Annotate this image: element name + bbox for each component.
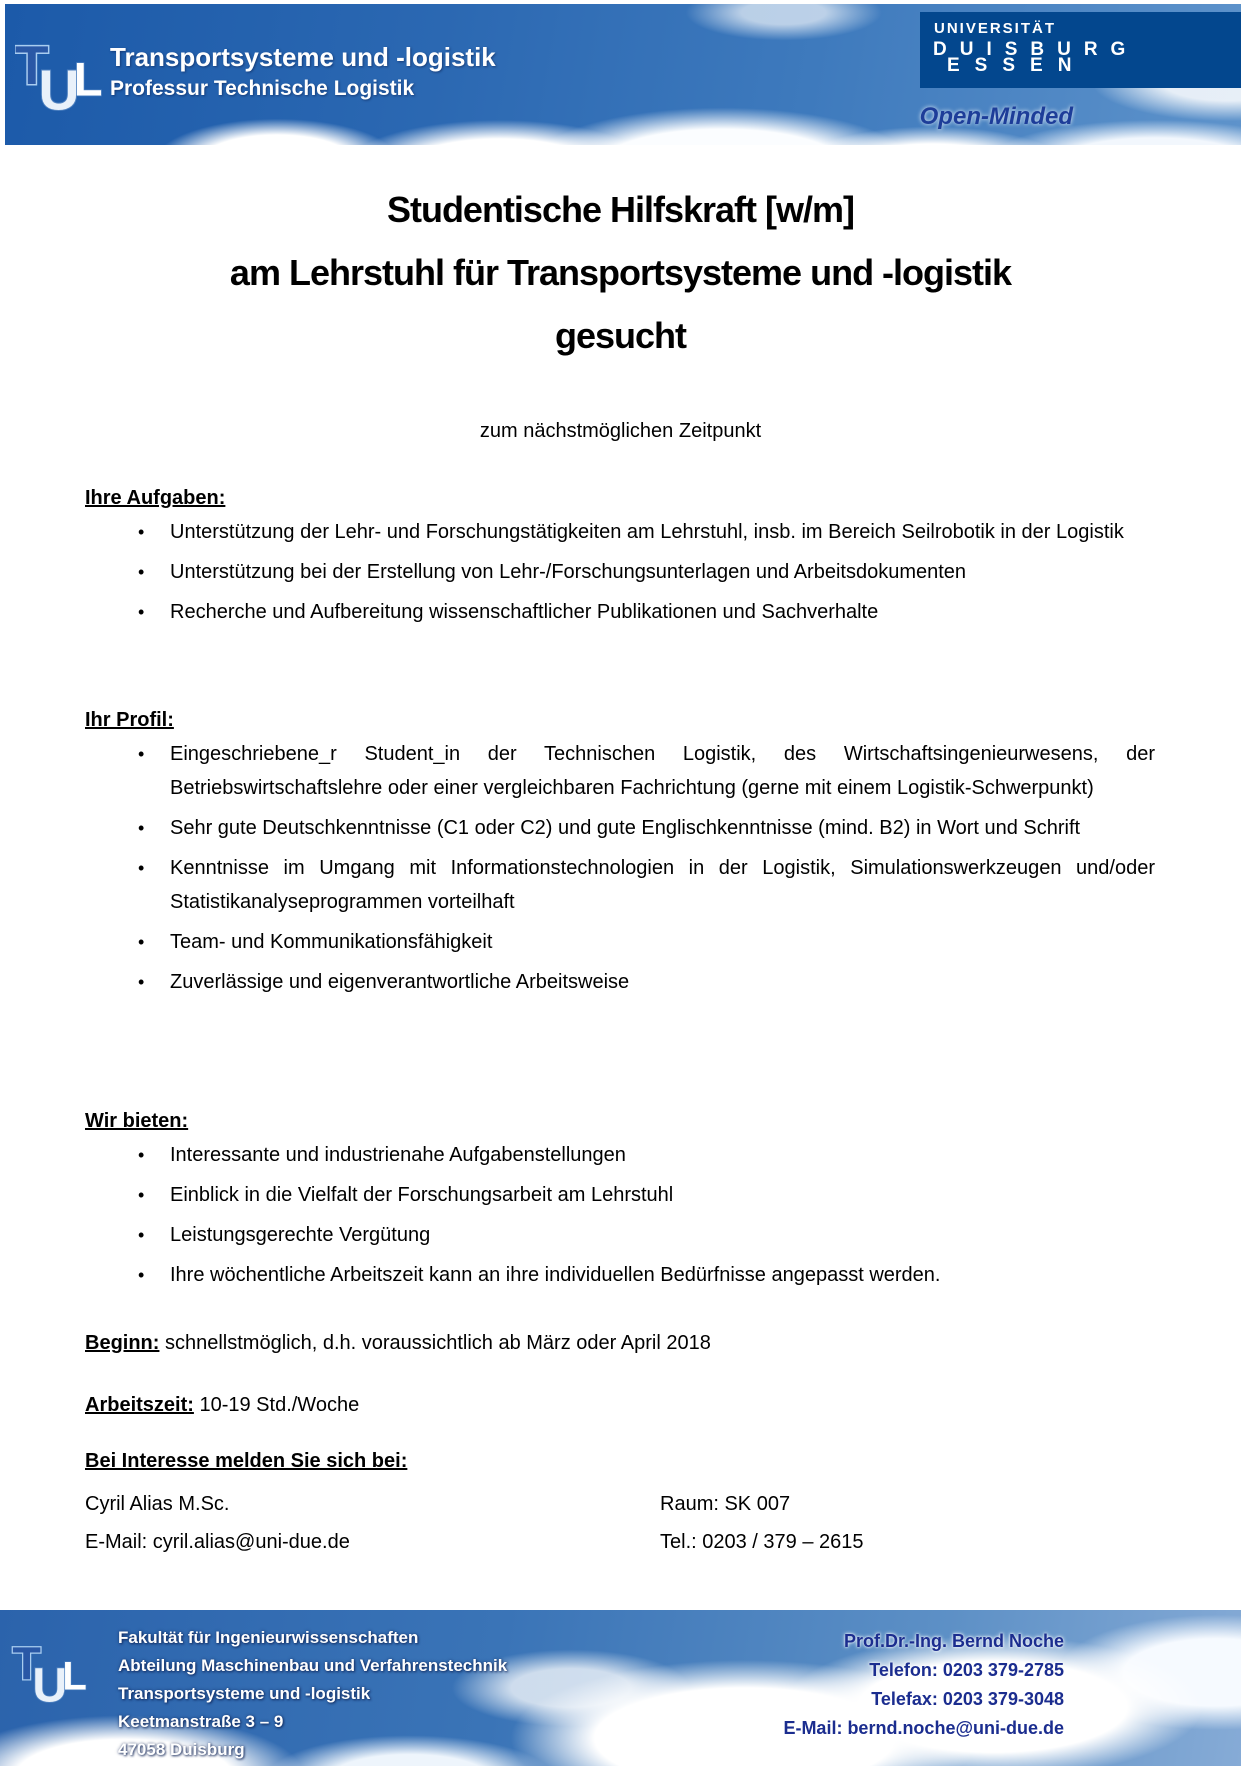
bullet-icon: •	[138, 1185, 145, 1205]
section-bieten	[85, 1104, 1155, 1298]
list-item-text: Eingeschriebene_r Student_in der Technischen Logistik, des Wirtschaftsingenieurwesens, der Betriebswirtschaftslehre oder einer vergleichbaren Fachrichtung (gerne mit einem Logistik-Schwerpunkt)	[170, 743, 1155, 799]
bullet-icon: •	[138, 932, 145, 952]
footer-address-line: Keetmanstraße 3 – 9	[118, 1712, 284, 1731]
footer-address	[118, 1624, 507, 1764]
footer-banner	[0, 1610, 1241, 1766]
bullet-icon: •	[138, 1225, 145, 1245]
footer-contact-line: Telefax: 0203 379-3048	[871, 1689, 1064, 1709]
list-item-text: Kenntnisse im Umgang mit Informationstechnologien in der Logistik, Simulationswerkzeugen und/oder Statistikanalyseprogrammen vorteilhaft	[170, 857, 1155, 913]
detail-arbeitszeit	[85, 1388, 1155, 1422]
list-item	[85, 851, 1155, 919]
page-title	[0, 178, 1241, 367]
contact-name: Cyril Alias M.Sc.	[85, 1493, 230, 1515]
list-item-text: Einblick in die Vielfalt der Forschungsarbeit am Lehrstuhl	[170, 1184, 674, 1206]
footer-contact-line: Telefon: 0203 379-2785	[869, 1660, 1064, 1680]
contact-email: E-Mail: cyril.alias@uni-due.de	[85, 1531, 350, 1553]
list-item	[85, 1218, 1155, 1252]
university-name-line3: ESSEN	[947, 55, 1087, 76]
list-item-text: Interessante und industrienahe Aufgabenstellungen	[170, 1144, 626, 1166]
tul-logo-graphic	[15, 34, 113, 118]
section-profil-heading: Ihr Profil:	[85, 709, 174, 731]
list-item-text: Team- und Kommunikationsfähigkeit	[170, 931, 493, 953]
contact-room: Raum: SK 007	[660, 1493, 791, 1515]
bullet-icon: •	[138, 562, 145, 582]
tul-letter-t: T	[15, 34, 49, 96]
list-item-text: Zuverlässige und eigenverantwortliche Arbeitsweise	[170, 971, 630, 993]
tul-letter-u: U	[32, 1658, 68, 1708]
contact-row	[85, 1521, 1155, 1559]
page-title-line1: Studentische Hilfskraft [w/m]	[386, 189, 855, 230]
list-item	[85, 925, 1155, 959]
tul-letter-l: L	[73, 52, 103, 106]
section-aufgaben	[85, 481, 1155, 635]
detail-beginn-label: Beginn:	[85, 1332, 160, 1354]
list-item-text: Recherche und Aufbereitung wissenschaftlicher Publikationen und Sachverhalte	[170, 601, 879, 623]
start-date-note: zum nächstmöglichen Zeitpunkt	[479, 420, 762, 442]
section-profil	[85, 703, 1155, 1005]
footer-contact-line: E-Mail: bernd.noche@uni-due.de	[783, 1718, 1064, 1738]
detail-beginn-text: schnellstmöglich, d.h. voraussichtlich ab März oder April 2018	[159, 1332, 711, 1354]
section-bieten-heading: Wir bieten:	[85, 1110, 189, 1132]
profil-list	[85, 737, 1155, 999]
list-item-text: Unterstützung der Lehr- und Forschungstätigkeiten am Lehrstuhl, insb. im Bereich Seilrobotik in der Logistik	[170, 521, 1124, 543]
header-banner	[5, 4, 1241, 145]
bullet-icon: •	[138, 818, 145, 838]
page-title-line3: gesucht	[554, 315, 687, 356]
footer-address-line: Fakultät für Ingenieurwissenschaften	[118, 1628, 419, 1647]
list-item	[85, 737, 1155, 805]
list-item	[85, 811, 1155, 845]
university-name-line2: DUISBURG	[933, 39, 1139, 60]
list-item-text: Leistungsgerechte Vergütung	[170, 1224, 431, 1246]
tul-logo-graphic	[10, 1638, 98, 1708]
bullet-icon: •	[138, 522, 145, 542]
contact-section	[85, 1444, 1155, 1559]
list-item	[85, 1138, 1155, 1172]
list-item-text: Sehr gute Deutschkenntnisse (C1 oder C2) und gute Englischkenntnisse (mind. B2) in Wort und Schrift	[170, 817, 1081, 839]
tul-letter-u: U	[38, 59, 80, 118]
bullet-icon: •	[138, 858, 145, 878]
list-item	[85, 555, 1155, 589]
tul-letter-t: T	[12, 1638, 41, 1690]
list-item-text: Unterstützung bei der Erstellung von Lehr-/Forschungsunterlagen und Arbeitsdokumenten	[170, 561, 967, 583]
bullet-icon: •	[138, 744, 145, 764]
footer-address-line: Abteilung Maschinenbau und Verfahrenstechnik	[118, 1656, 508, 1675]
university-logo	[920, 12, 1241, 88]
detail-arbeitszeit-label: Arbeitszeit:	[85, 1394, 194, 1416]
bullet-icon: •	[138, 1265, 145, 1285]
aufgaben-list	[85, 515, 1155, 629]
detail-arbeitszeit-text: 10-19 Std./Woche	[193, 1394, 360, 1416]
bullet-icon: •	[138, 602, 145, 622]
contact-heading: Bei Interesse melden Sie sich bei:	[85, 1450, 408, 1472]
contact-phone: Tel.: 0203 / 379 – 2615	[660, 1531, 864, 1553]
bieten-list	[85, 1138, 1155, 1292]
list-item	[85, 515, 1155, 549]
chair-title: Transportsysteme und -logistik	[110, 42, 496, 72]
list-item-text: Ihre wöchentliche Arbeitszeit kann an ihre individuellen Bedürfnisse angepasst werden.	[170, 1264, 941, 1286]
footer-contact-line: Prof.Dr.-Ing. Bernd Noche	[843, 1631, 1064, 1651]
bullet-icon: •	[138, 1145, 145, 1165]
footer-professor-contact	[783, 1627, 1064, 1743]
detail-beginn	[85, 1326, 1155, 1360]
footer-address-line: 47058 Duisburg	[118, 1740, 245, 1759]
university-name-line1: UNIVERSITÄT	[934, 20, 1057, 37]
page-title-line2: am Lehrstuhl für Transportsysteme und -logistik	[229, 252, 1012, 293]
bullet-icon: •	[138, 972, 145, 992]
list-item	[85, 1258, 1155, 1292]
list-item	[85, 1178, 1155, 1212]
tul-logo-footer	[10, 1638, 98, 1708]
tul-logo	[15, 34, 113, 118]
footer-address-line: Transportsysteme und -logistik	[118, 1684, 371, 1703]
tul-letter-l: L	[62, 1654, 87, 1699]
list-item	[85, 965, 1155, 999]
university-tagline: Open-Minded	[919, 103, 1073, 130]
section-aufgaben-heading: Ihre Aufgaben:	[85, 487, 226, 509]
chair-subtitle: Professur Technische Logistik	[110, 77, 415, 100]
list-item	[85, 595, 1155, 629]
contact-row	[85, 1483, 1155, 1521]
chair-titles	[110, 42, 496, 101]
